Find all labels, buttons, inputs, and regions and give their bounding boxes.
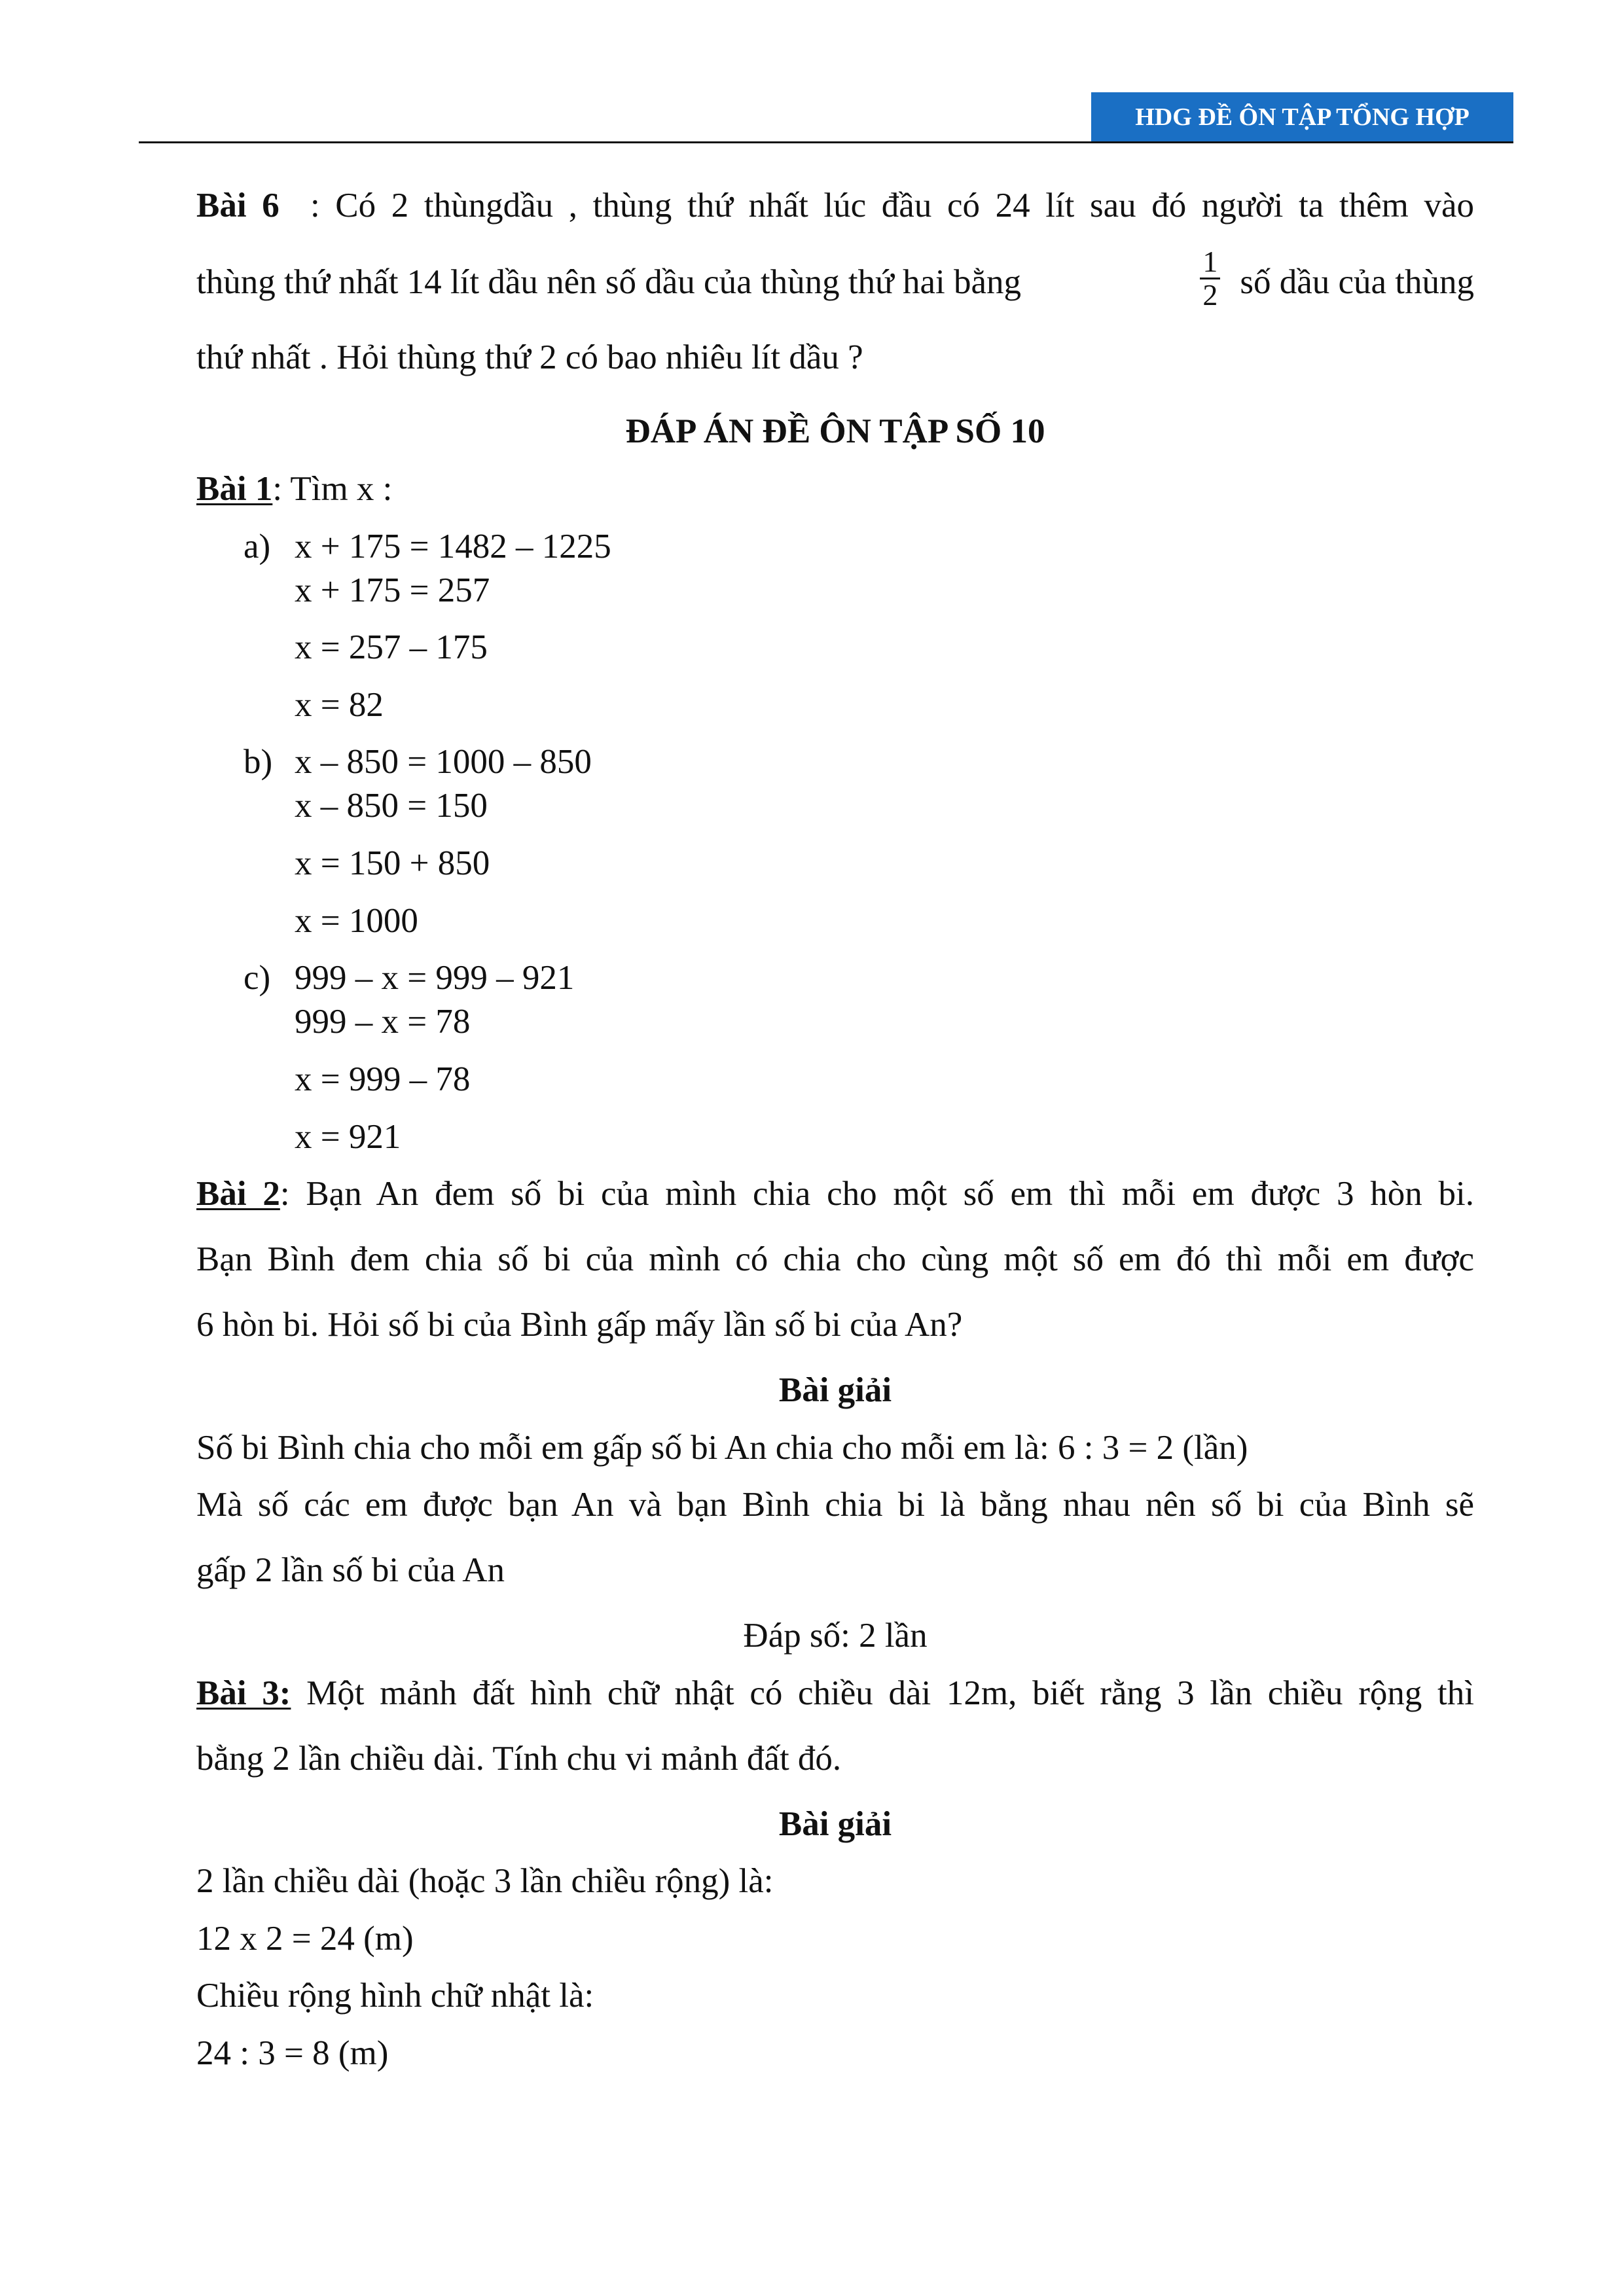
bai2-text1: : Bạn An đem số bi của mình chia cho một số em thì mỗi em được 3 hòn bi. (280, 1175, 1474, 1213)
header-badge: HDG ĐỀ ÔN TẬP TỔNG HỢP (1091, 92, 1513, 143)
bai1-heading (196, 469, 392, 511)
part-b-line: x – 850 = 1000 – 850 (295, 743, 592, 781)
fraction-numerator: 1 (1200, 246, 1220, 279)
bai3-text1: Một mảnh đất hình chữ nhật có chiều dài 12m, biết rằng 3 lần chiều rộng thì (291, 1674, 1474, 1712)
bai1-label: Bài 1 (196, 470, 273, 508)
part-a-label: a) (244, 528, 271, 565)
fraction (1200, 246, 1220, 312)
fraction-denominator: 2 (1202, 278, 1218, 312)
answer-title: ĐÁP ÁN ĐỀ ÔN TẬP SỐ 10 (625, 412, 1045, 450)
part-b-label: b) (244, 743, 273, 781)
bai2-line2: Bạn Bình đem chia số bi của mình có chia cho cùng một số em đó thì mỗi em được (196, 1240, 1474, 1278)
bai6-text2-pre: thùng thứ nhất 14 lít dầu nên số dầu của thùng thứ hai bằng (196, 263, 1022, 301)
part-a-line: x = 257 – 175 (295, 628, 488, 666)
header-rule (139, 141, 1513, 143)
bai1-text: : Tìm x : (272, 470, 393, 508)
part-a-line: x = 82 (295, 686, 384, 724)
bai3-solution-title: Bài giải (778, 1805, 892, 1843)
part-c-line: 999 – x = 78 (295, 1003, 471, 1041)
part-c-line: 999 – x = 999 – 921 (295, 959, 575, 997)
bai2-sol2: Mà số các em được bạn An và bạn Bình chia bi là bằng nhau nên số bi của Bình sẽ (196, 1486, 1474, 1524)
part-b-line: x – 850 = 150 (295, 787, 488, 825)
bai3-line2: bằng 2 lần chiều dài. Tính chu vi mảnh đất đó. (196, 1740, 842, 1778)
bai6-line3: thứ nhất . Hỏi thùng thứ 2 có bao nhiêu lít dầu ? (196, 338, 863, 376)
bai2-line3: 6 hòn bi. Hỏi số bi của Bình gấp mấy lần số bi của An? (196, 1306, 963, 1344)
bai6-text1: : Có 2 thùngdầu , thùng thứ nhất lúc đầu có 24 lít sau đó người ta thêm vào (310, 187, 1474, 224)
part-a-line: x + 175 = 1482 – 1225 (295, 528, 611, 565)
bai6-text2-post: số dầu của thùng (1240, 263, 1474, 301)
part-b-line: x = 1000 (295, 902, 418, 940)
bai2-solution-title: Bài giải (778, 1371, 892, 1409)
bai2-sol3: gấp 2 lần số bi của An (196, 1551, 505, 1589)
bai2-sol1: Số bi Bình chia cho mỗi em gấp số bi An chia cho mỗi em là: 6 : 3 = 2 (lần) (196, 1429, 1248, 1467)
bai3-line1 (196, 1673, 1474, 1715)
part-c-line: x = 999 – 78 (295, 1060, 471, 1098)
bai6-line2 (196, 245, 1474, 315)
bai3-sol1: 2 lần chiều dài (hoặc 3 lần chiều rộng) là: (196, 1862, 774, 1900)
bai2-label: Bài 2 (196, 1175, 280, 1213)
bai3-sol2: 12 x 2 = 24 (m) (196, 1920, 414, 1958)
bai2-answer: Đáp số: 2 lần (743, 1617, 928, 1655)
bai6-line1 (196, 185, 1474, 227)
bai6-label: Bài 6 (196, 187, 280, 224)
part-c-label: c) (244, 959, 271, 997)
bai3-label: Bài 3: (196, 1674, 291, 1712)
bai2-line1 (196, 1174, 1474, 1215)
part-b-line: x = 150 + 850 (295, 844, 490, 882)
bai3-sol3: Chiều rộng hình chữ nhật là: (196, 1977, 594, 2015)
part-c-line: x = 921 (295, 1118, 401, 1156)
bai3-sol4: 24 : 3 = 8 (m) (196, 2034, 389, 2072)
part-a-line: x + 175 = 257 (295, 571, 490, 609)
